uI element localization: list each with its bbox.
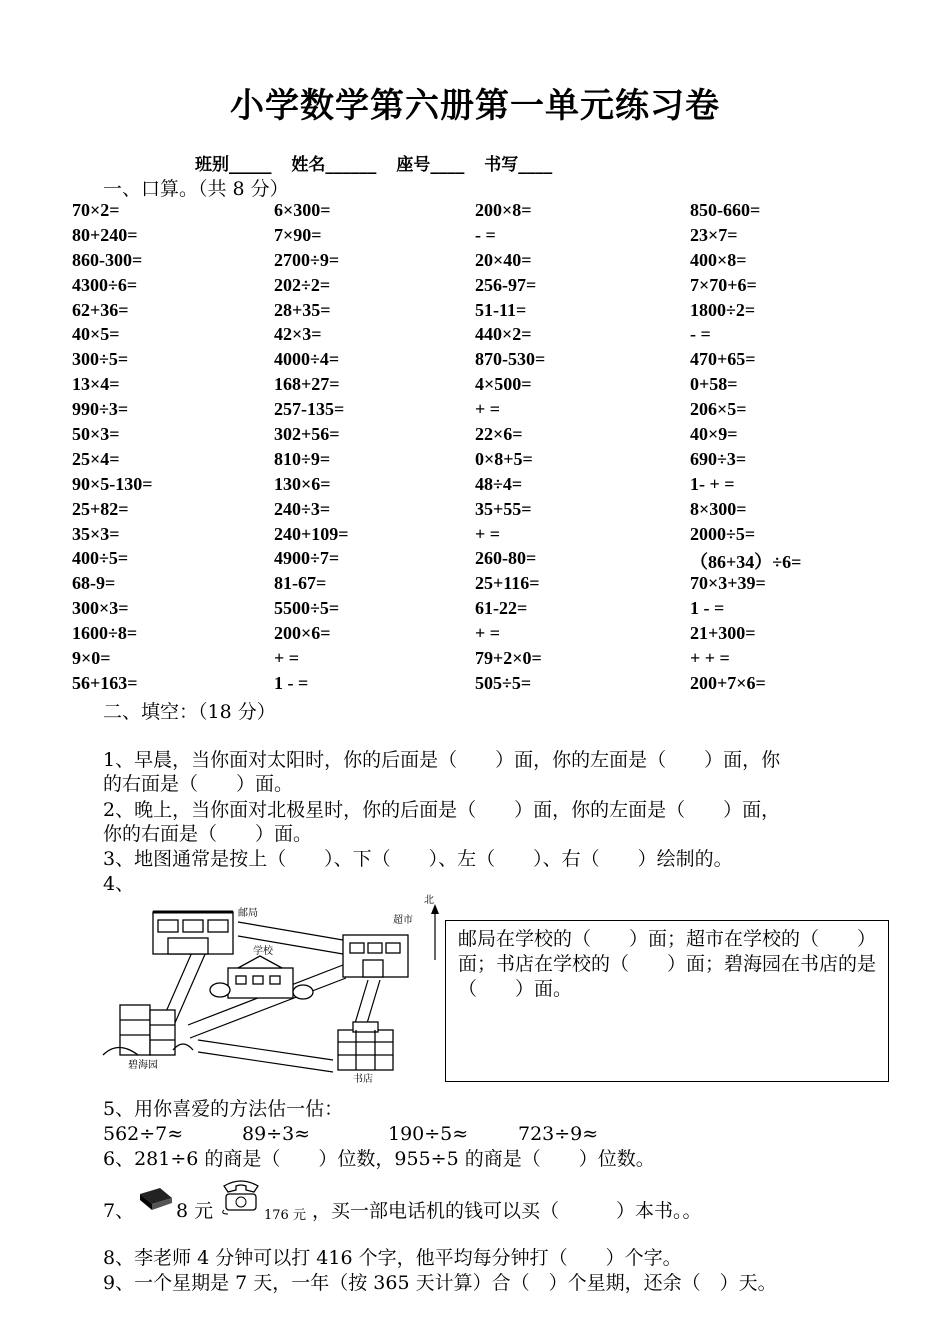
calc-item: 202÷2= <box>274 274 331 295</box>
writing-field: 书写____ <box>484 155 553 175</box>
calc-item: 850-660= <box>690 200 761 220</box>
calc-item: 240÷3= <box>274 498 331 519</box>
calc-item: 51-11= <box>475 299 527 320</box>
calc-item: 4×500= <box>475 374 532 395</box>
calc-item: + + = <box>690 648 730 669</box>
calc-row <box>72 250 892 275</box>
calc-row <box>72 673 892 698</box>
name-field: 姓名______ <box>291 155 377 175</box>
calc-item: 61-22= <box>475 598 528 619</box>
calc-item: 505÷5= <box>475 672 532 693</box>
calc-item: 256-97= <box>475 274 537 295</box>
calc-item: 4900÷7= <box>274 548 340 569</box>
calc-item: 20×40= <box>475 249 532 270</box>
calc-item: - = <box>475 224 496 245</box>
seat-field: 座号____ <box>396 155 465 175</box>
calc-item: 25×4= <box>72 448 120 469</box>
section-1-heading: 一、口算。（共 8 分） <box>103 178 289 200</box>
calc-item: 400×8= <box>690 249 747 270</box>
calc-item: 168+27= <box>274 374 340 395</box>
estimate-2: 89÷3≈ <box>242 1123 311 1145</box>
map-label-school: 学校 <box>253 946 273 957</box>
calc-item: 1800÷2= <box>690 299 756 320</box>
calc-item: 8×300= <box>690 498 747 519</box>
map-label-market: 超市 <box>393 915 413 926</box>
calc-item: 56+163= <box>72 672 138 693</box>
calc-item: 1600÷8= <box>72 623 138 644</box>
calc-item: 4300÷6= <box>72 274 138 295</box>
calc-row <box>72 648 892 673</box>
telephone-icon <box>218 1176 264 1220</box>
calc-item: 6×300= <box>274 200 331 220</box>
page-title: 小学数学第六册第一单元练习卷 <box>230 86 720 126</box>
calc-item: 240+109= <box>274 523 349 544</box>
calc-item: 2700÷9= <box>274 249 340 270</box>
calc-item: 35×3= <box>72 523 120 544</box>
calc-item: 200×8= <box>475 200 532 220</box>
estimate-1: 562÷7≈ <box>103 1123 184 1145</box>
calc-row <box>72 474 892 499</box>
calc-item: 810÷9= <box>274 448 331 469</box>
map-drawing <box>98 890 443 1090</box>
calc-row <box>72 499 892 524</box>
calc-row <box>72 275 892 300</box>
calc-row <box>72 225 892 250</box>
calc-item: 28+35= <box>274 299 331 320</box>
map-label-garden: 碧海园 <box>128 1060 158 1071</box>
calc-item: 870-530= <box>475 349 546 370</box>
calc-row <box>72 300 892 325</box>
map-label-post: 邮局 <box>238 908 258 919</box>
calc-item: 1- + = <box>690 473 735 494</box>
question-3: 3、地图通常是按上（ ）、下（ ）、左（ ）、右（ ）绘制的。 <box>103 848 733 870</box>
calc-item: 70×3+39= <box>690 573 766 594</box>
calc-item: 70×2= <box>72 200 120 220</box>
question-6: 6、281÷6 的商是（ ）位数，955÷5 的商是（ ）位数。 <box>103 1148 655 1170</box>
question-1-line2: 的右面是（ ）面。 <box>103 773 294 795</box>
calc-item: 62+36= <box>72 299 129 320</box>
calc-row <box>72 449 892 474</box>
calc-item: 9×0= <box>72 648 111 669</box>
calc-item: + = <box>475 399 501 420</box>
book-price: 8 元 <box>176 1200 214 1222</box>
calc-item: 90×5-130= <box>72 473 153 494</box>
calc-row <box>72 573 892 598</box>
calc-item: + = <box>475 523 501 544</box>
calc-item: - = <box>690 324 711 345</box>
calc-item: 40×5= <box>72 324 120 345</box>
calc-item: 300×3= <box>72 598 129 619</box>
question-7-text: ，买一部电话机的钱可以买（ ）本书。。 <box>312 1200 702 1222</box>
question-4-label: 4、 <box>103 873 135 895</box>
section-2-heading: 二、填空：（18 分） <box>103 701 276 723</box>
calc-item: 440×2= <box>475 324 532 345</box>
calc-row <box>72 349 892 374</box>
calc-item: 68-9= <box>72 573 116 594</box>
question-1-line1: 1、早晨，当你面对太阳时，你的后面是（ ）面，你的左面是（ ）面，你 <box>103 749 781 771</box>
question-7-number: 7、 <box>103 1200 135 1222</box>
calc-item: 302+56= <box>274 424 340 445</box>
calc-row <box>72 324 892 349</box>
calc-row <box>72 623 892 648</box>
calc-row <box>72 424 892 449</box>
calc-item: 260-80= <box>475 548 537 569</box>
calc-row <box>72 399 892 424</box>
calc-item: 257-135= <box>274 399 345 420</box>
calc-row <box>72 598 892 623</box>
calc-row <box>72 200 892 225</box>
calc-item: 200+7×6= <box>690 672 766 693</box>
question-4-box <box>445 920 889 1082</box>
calc-item: 400÷5= <box>72 548 129 569</box>
question-2-line2: 你的右面是（ ）面。 <box>103 823 313 845</box>
calc-row <box>72 548 892 573</box>
calc-row <box>72 374 892 399</box>
calc-item: 2000÷5= <box>690 523 756 544</box>
book-icon <box>138 1186 174 1216</box>
calc-item: 206×5= <box>690 399 747 420</box>
calc-item: 21+300= <box>690 623 756 644</box>
calc-item: 1 - = <box>274 672 309 693</box>
calc-item: 200×6= <box>274 623 331 644</box>
estimate-3: 190÷5≈ <box>388 1123 469 1145</box>
calc-item: + = <box>475 623 501 644</box>
question-9: 9、一个星期是 7 天，一年（按 365 天计算）合（ ）个星期，还余（ ）天。 <box>103 1272 777 1294</box>
calc-item: 81-67= <box>274 573 327 594</box>
class-field: 班别_____ <box>195 155 272 175</box>
calc-item: 25+82= <box>72 498 129 519</box>
student-info <box>195 150 566 175</box>
question-2-line1: 2、晚上，当你面对北极星时，你的后面是（ ）面，你的左面是（ ）面， <box>103 799 781 821</box>
calc-item: （86+34）÷6= <box>690 552 802 573</box>
calc-item: 25+116= <box>475 573 540 594</box>
calc-item: 4000÷4= <box>274 349 340 370</box>
map-label-north: 北 <box>424 895 434 906</box>
calc-item: 0+58= <box>690 374 738 395</box>
question-5: 5、用你喜爱的方法估一估： <box>103 1098 344 1120</box>
calc-grid <box>72 200 892 698</box>
calc-item: 7×90= <box>274 224 322 245</box>
estimate-4: 723÷9≈ <box>518 1123 599 1145</box>
calc-item: 79+2×0= <box>475 648 542 669</box>
calc-item: + = <box>274 648 300 669</box>
calc-item: 35+55= <box>475 498 532 519</box>
calc-item: 80+240= <box>72 224 138 245</box>
calc-row <box>72 524 892 549</box>
town-map <box>98 890 443 1090</box>
calc-item: 50×3= <box>72 424 120 445</box>
calc-item: 7×70+6= <box>690 274 757 295</box>
calc-item: 5500÷5= <box>274 598 340 619</box>
calc-item: 690÷3= <box>690 448 747 469</box>
calc-item: 23×7= <box>690 224 738 245</box>
calc-item: 990÷3= <box>72 399 129 420</box>
calc-item: 13×4= <box>72 374 120 395</box>
calc-item: 40×9= <box>690 424 738 445</box>
question-8: 8、李老师 4 分钟可以打 416 个字，他平均每分钟打（ ）个字。 <box>103 1247 682 1269</box>
calc-item: 300÷5= <box>72 349 129 370</box>
map-label-bookstore: 书店 <box>353 1074 373 1085</box>
calc-item: 42×3= <box>274 324 322 345</box>
calc-item: 470+65= <box>690 349 756 370</box>
calc-item: 1 - = <box>690 598 725 619</box>
calc-item: 0×8+5= <box>475 448 533 469</box>
calc-item: 860-300= <box>72 249 143 270</box>
question-4-text: 邮局在学校的（ ）面；超市在学校的（ ）面；书店在学校的（ ）面；碧海园在书店的是（ ）面。 <box>458 928 877 1000</box>
calc-item: 22×6= <box>475 424 523 445</box>
calc-item: 130×6= <box>274 473 331 494</box>
calc-item: 48÷4= <box>475 473 523 494</box>
phone-price: 176 元 <box>264 1208 306 1223</box>
